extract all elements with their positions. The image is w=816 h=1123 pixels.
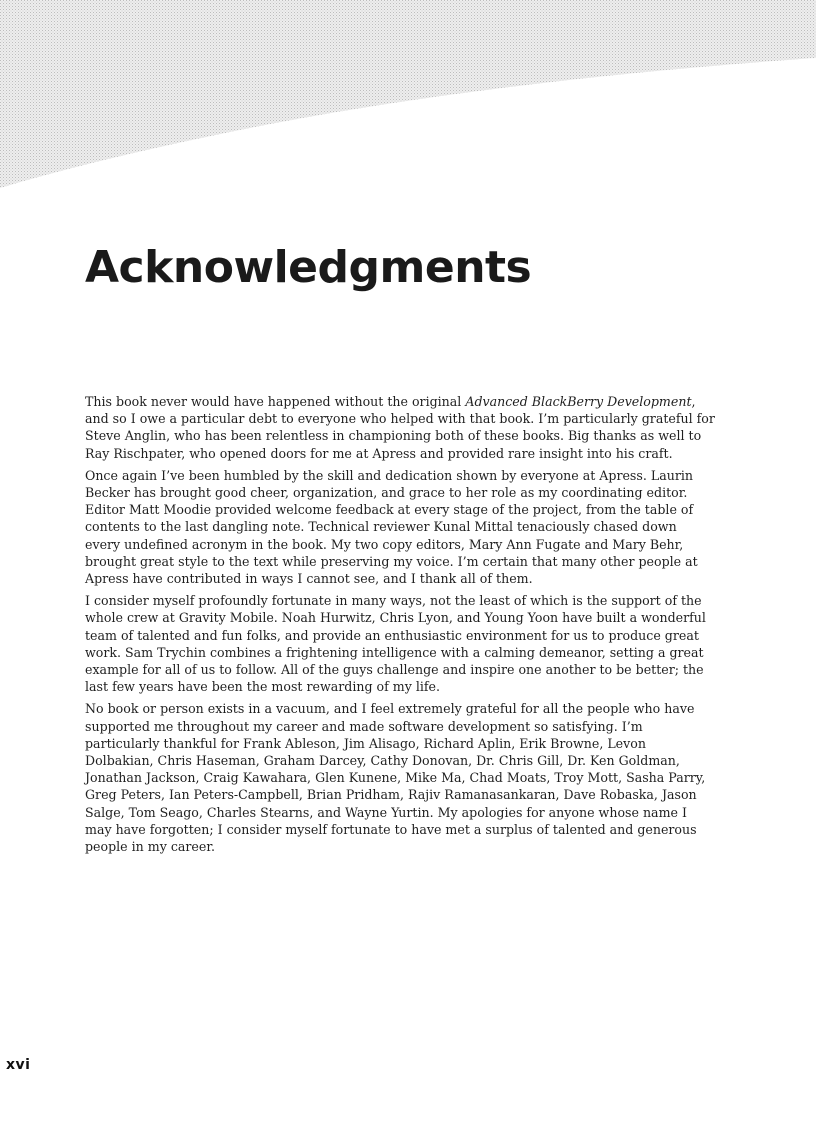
acknowledgments-body [85,393,715,860]
book-title-italic: Advanced BlackBerry Development [465,394,692,409]
page-title: Acknowledgments [85,242,532,293]
header-swoosh-decoration [0,0,816,200]
paragraph: I consider myself profoundly fortunate in many ways, not the least of which is the support of the whole crew at Gravity Mobile. Noah Hurwitz, Chris Lyon, and Young Yoon have built a wonderful team of talented and fun folks, and provide an enthusiastic environment for us to produce great work. Sam Trychin combines a frightening intelligence with a calming demeanor, setting a great example for all of us to follow. All of the guys challenge and inspire one another to be better; the last few years have been the most rewarding of my life. [85,593,706,695]
paragraph-text: , and so I owe a particular debt to everyone who helped with that book. I’m particularly grateful for Steve Anglin, who has been relentless in championing both of these books. Big thanks as well to Ray Rischpater, who opened doors for me at Apress and provided rare insight into his craft. [85,394,715,461]
paragraph-text: This book never would have happened without the original [85,394,466,409]
paragraph: Once again I’ve been humbled by the skill and dedication shown by everyone at Apress. Laurin Becker has brought good cheer, organization, and grace to her role as my coordinating editor. Editor Matt Moodie provided welcome feedback at every stage of the project, from the table of contents to the last dangling note. Technical reviewer Kunal Mittal tenaciously chased down every undefined acronym in the book. My two copy editors, Mary Ann Fugate and Mary Behr, brought great style to the text while preserving my voice. I’m certain that many other people at Apress have contributed in ways I cannot see, and I thank all of them. [85,467,698,587]
paragraph [85,393,715,462]
paragraph: No book or person exists in a vacuum, and I feel extremely grateful for all the people who have supported me throughout my career and made software development so satisfying. I’m particularly thankful for Frank Ableson, Jim Alisago, Richard Aplin, Erik Browne, Levon Dolbakian, Chris Haseman, Graham Darcey, Cathy Donovan, Dr. Chris Gill, Dr. Ken Goldman, Jonathan Jackson, Craig Kawahara, Glen Kunene, Mike Ma, Chad Moats, Troy Mott, Sasha Parry, Greg Peters, Ian Peters-Campbell, Brian Pridham, Rajiv Ramanasankaran, Dave Robaska, Jason Salge, Tom Seago, Charles Stearns, and Wayne Yurtin. My apologies for anyone whose name I may have forgotten; I consider myself fortunate to have met a surplus of talented and generous people in my career. [85,701,706,855]
page-number: xvi [6,1057,31,1073]
